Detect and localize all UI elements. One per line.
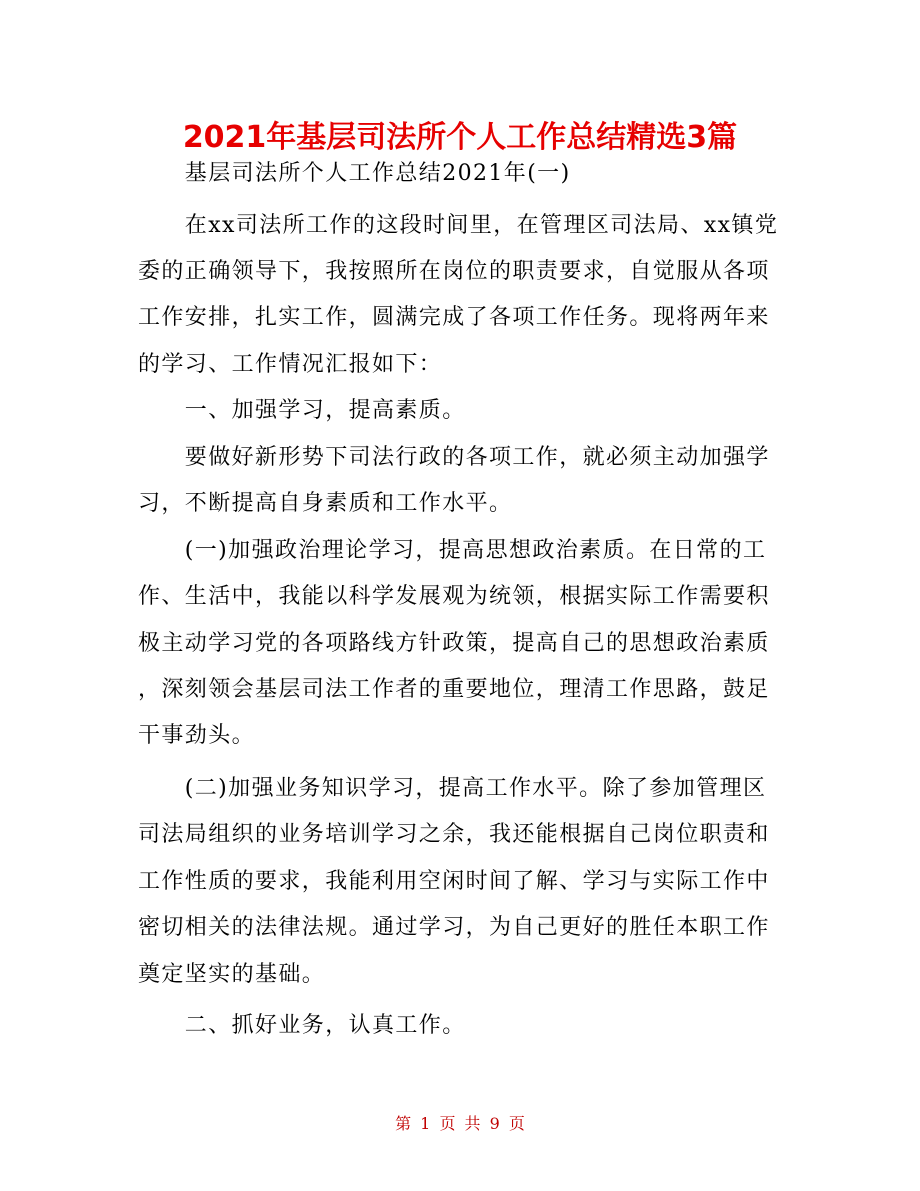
text-line: 工作性质的要求，我能利用空闲时间了解、学习与实际工作中 <box>138 869 770 894</box>
text-line: 奠定坚实的基础。 <box>138 962 326 987</box>
text-line: 二、抓好业务，认真工作。 <box>138 1013 466 1038</box>
text-line: 一、加强学习，提高素质。 <box>138 398 466 423</box>
text-line: 要做好新形势下司法行政的各项工作，就必须主动加强学 <box>138 445 770 470</box>
text-line: (二)加强业务知识学习，提高工作水平。除了参加管理区 <box>138 776 767 801</box>
text-line: 的学习、工作情况汇报如下： <box>138 352 443 377</box>
text-line: 干事劲头。 <box>138 723 256 748</box>
text-line: 极主动学习党的各项路线方针政策，提高自己的思想政治素质 <box>138 631 770 656</box>
page-number-footer: 第 1 页 共 9 页 <box>395 1114 525 1133</box>
text-line: 作、生活中，我能以科学发展观为统领，根据实际工作需要积 <box>138 584 770 609</box>
text-line: 工作安排，扎实工作，圆满完成了各项工作任务。现将两年来 <box>138 305 770 330</box>
text-line: (一)加强政治理论学习，提高思想政治素质。在日常的工 <box>138 538 767 563</box>
text-line: 委的正确领导下，我按照所在岗位的职责要求，自觉服从各项 <box>138 259 770 284</box>
text-line: ，深刻领会基层司法工作者的重要地位，理清工作思路，鼓足 <box>138 677 770 702</box>
text-line: 基层司法所个人工作总结2021年(一) <box>138 161 571 186</box>
text-line: 在xx司法所工作的这段时间里，在管理区司法局、xx镇党 <box>138 213 779 238</box>
text-line: 司法局组织的业务培训学习之余，我还能根据自己岗位职责和 <box>138 822 770 847</box>
document-title: 2021年基层司法所个人工作总结精选3篇 <box>182 120 738 155</box>
text-line: 密切相关的法律法规。通过学习，为自己更好的胜任本职工作 <box>138 915 770 940</box>
text-line: 习，不断提高自身素质和工作水平。 <box>138 491 513 516</box>
